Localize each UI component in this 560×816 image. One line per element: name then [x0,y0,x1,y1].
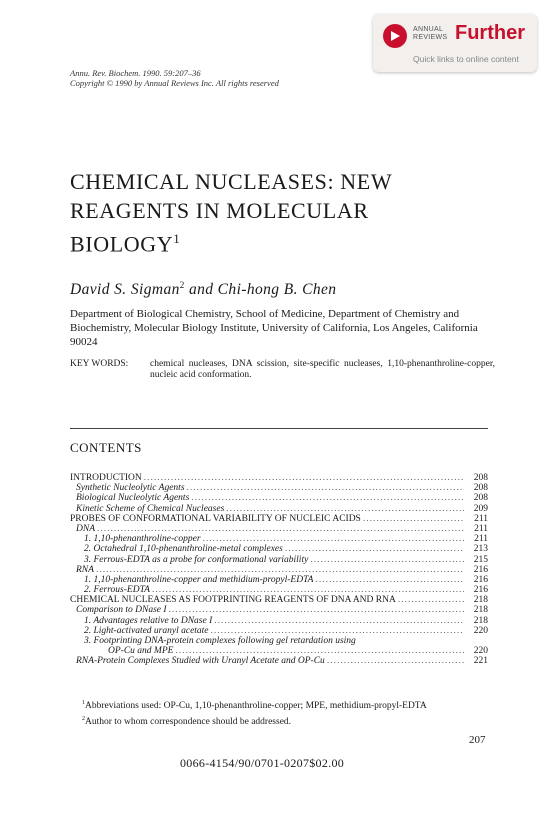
toc-leader [327,656,464,666]
toc-entry[interactable] [70,504,488,514]
annual-reviews-logo-icon [383,24,407,48]
title-line2: REAGENTS IN MOLECULAR [70,197,369,223]
page-number: 207 [469,734,486,746]
toc-label: Synthetic Nucleolytic Agents [76,483,185,494]
toc-label: 1. 1,10-phenanthroline-copper and methidium-propyl-EDTA [84,574,314,585]
author-1: David S. Sigman [70,281,180,299]
toc-entry[interactable] [70,473,488,483]
badge-tagline: Quick links to online content [413,54,519,64]
toc-entry[interactable] [70,524,488,534]
title-line3 [70,225,490,259]
title-footnote-mark[interactable]: 1 [173,231,181,246]
toc-label: CHEMICAL NUCLEASES AS FOOTPRINTING REAGENTS OF DNA AND RNA [70,595,396,606]
toc-label: 2. Light-activated uranyl acetate [84,625,209,636]
toc-leader [203,534,464,544]
toc-page: 220 [473,625,488,636]
toc-entry[interactable] [70,575,488,585]
toc-leader [175,646,464,656]
toc-page: 218 [473,605,488,616]
toc-leader [214,616,464,626]
toc-page: 215 [473,554,488,565]
toc-entry[interactable] [70,595,488,605]
keywords-text: chemical nucleases, DNA scission, site-specific nucleases, 1,10-phenanthroline-copper, nucleic acid conformation. [150,359,495,380]
toc-page: 211 [474,534,488,545]
toc-leader [97,524,464,534]
toc-leader [144,473,464,483]
citation-line1: Annu. Rev. Biochem. 1990. 59:207–36 [70,68,201,78]
badge-further-label: Further [455,22,525,44]
toc-leader [187,483,464,493]
toc-leader [315,575,464,585]
toc-label: 3. Ferrous-EDTA as a probe for conformational variability [84,554,309,565]
toc-leader [96,565,464,575]
badge-brand-line2: REVIEWS [413,34,448,41]
toc-label: 1. 1,10-phenanthroline-copper [84,534,201,545]
author-1-footnote-mark[interactable]: 2 [179,280,185,290]
toc-entry[interactable] [70,544,488,554]
toc-leader [211,626,464,636]
citation-line2: Copyright © 1990 by Annual Reviews Inc. All rights reserved [70,78,279,88]
title-line3-text: BIOLOGY [70,231,174,257]
toc-label: PROBES OF CONFORMATIONAL VARIABILITY OF NUCLEIC ACIDS [70,513,361,524]
toc-entry[interactable] [70,483,488,493]
toc-page: 211 [474,523,488,534]
further-badge[interactable] [373,14,537,72]
contents-heading: CONTENTS [70,440,142,455]
toc-entry[interactable] [70,616,488,626]
toc-label: DNA [76,523,95,534]
toc-page: 211 [474,513,488,524]
toc-label: Comparison to DNase I [76,605,167,616]
toc-label: INTRODUCTION [70,473,142,483]
toc-page: 209 [473,503,488,514]
section-divider [70,428,488,429]
title-line1: CHEMICAL NUCLEASES: NEW [70,169,393,194]
footnotes [82,697,492,729]
toc-page: 218 [473,595,488,606]
footnote-1 [82,697,492,713]
toc-label: 2. Octahedral 1,10-phenanthroline-metal complexes [84,544,283,555]
toc-entry[interactable] [70,565,488,575]
footnote-2-text: Author to whom correspondence should be addressed. [85,717,292,728]
footnote-1-mark: 1 [82,700,85,706]
toc-entry[interactable] [70,585,488,595]
toc-page: 220 [473,646,488,657]
toc-page: 208 [473,473,488,483]
toc-page: 208 [473,483,488,494]
price-code: 0066-4154/90/0701-0207$02.00 [180,756,345,770]
toc-label: 3. Footprinting DNA-protein complexes following gel retardation using [84,636,356,646]
footnote-2 [82,713,492,729]
toc-label: 2. Ferrous-EDTA [84,585,150,596]
toc-label: RNA-Protein Complexes Studied with Uranyl Acetate and OP-Cu [76,656,325,667]
toc-leader [310,555,464,565]
badge-brand-line1: ANNUAL [413,26,444,33]
toc-page: 216 [473,574,488,585]
toc-entry[interactable] [70,555,488,565]
toc-page: 213 [473,544,488,555]
footnote-2-mark: 2 [82,716,85,723]
author-2: and Chi-hong B. Chen [188,281,337,299]
table-of-contents [70,473,488,667]
toc-entry[interactable] [70,493,488,503]
toc-page: 221 [473,656,488,667]
article-title [70,168,490,259]
toc-entry[interactable] [70,534,488,544]
footnote-1-text: Abbreviations used: OP-Cu, 1,10-phenanthroline-copper; MPE, methidium-propyl-EDTA [85,701,427,712]
affiliation: Department of Biological Chemistry, School of Medicine, Department of Chemistry and Biochemistry, Molecular Biology Institute, University of California, Los Angeles, California 90024 [70,308,478,348]
toc-entry[interactable] [70,605,488,615]
toc-label: RNA [76,564,94,575]
toc-page: 216 [473,585,488,596]
badge-brand [413,26,447,42]
keywords-label: KEY WORDS: [70,359,129,369]
toc-leader [398,595,464,605]
toc-label: OP-Cu and MPE [108,646,174,657]
toc-leader [191,493,464,503]
toc-page: 218 [473,615,488,626]
toc-leader [226,504,464,514]
toc-leader [169,605,464,615]
toc-label: Kinetic Scheme of Chemical Nucleases [76,503,225,514]
toc-page: 216 [473,564,488,575]
toc-leader [363,514,464,524]
toc-entry[interactable] [70,514,488,524]
citation [70,68,279,88]
toc-entry[interactable] [70,656,488,666]
toc-entry[interactable] [70,636,488,646]
toc-page: 208 [473,493,488,504]
toc-leader [285,544,464,554]
authors [70,280,336,299]
toc-entry[interactable] [70,626,488,636]
toc-label: Biological Nucleolytic Agents [76,493,190,504]
toc-label: 1. Advantages relative to DNase I [84,615,213,626]
toc-entry[interactable] [70,646,488,656]
toc-leader [152,585,464,595]
